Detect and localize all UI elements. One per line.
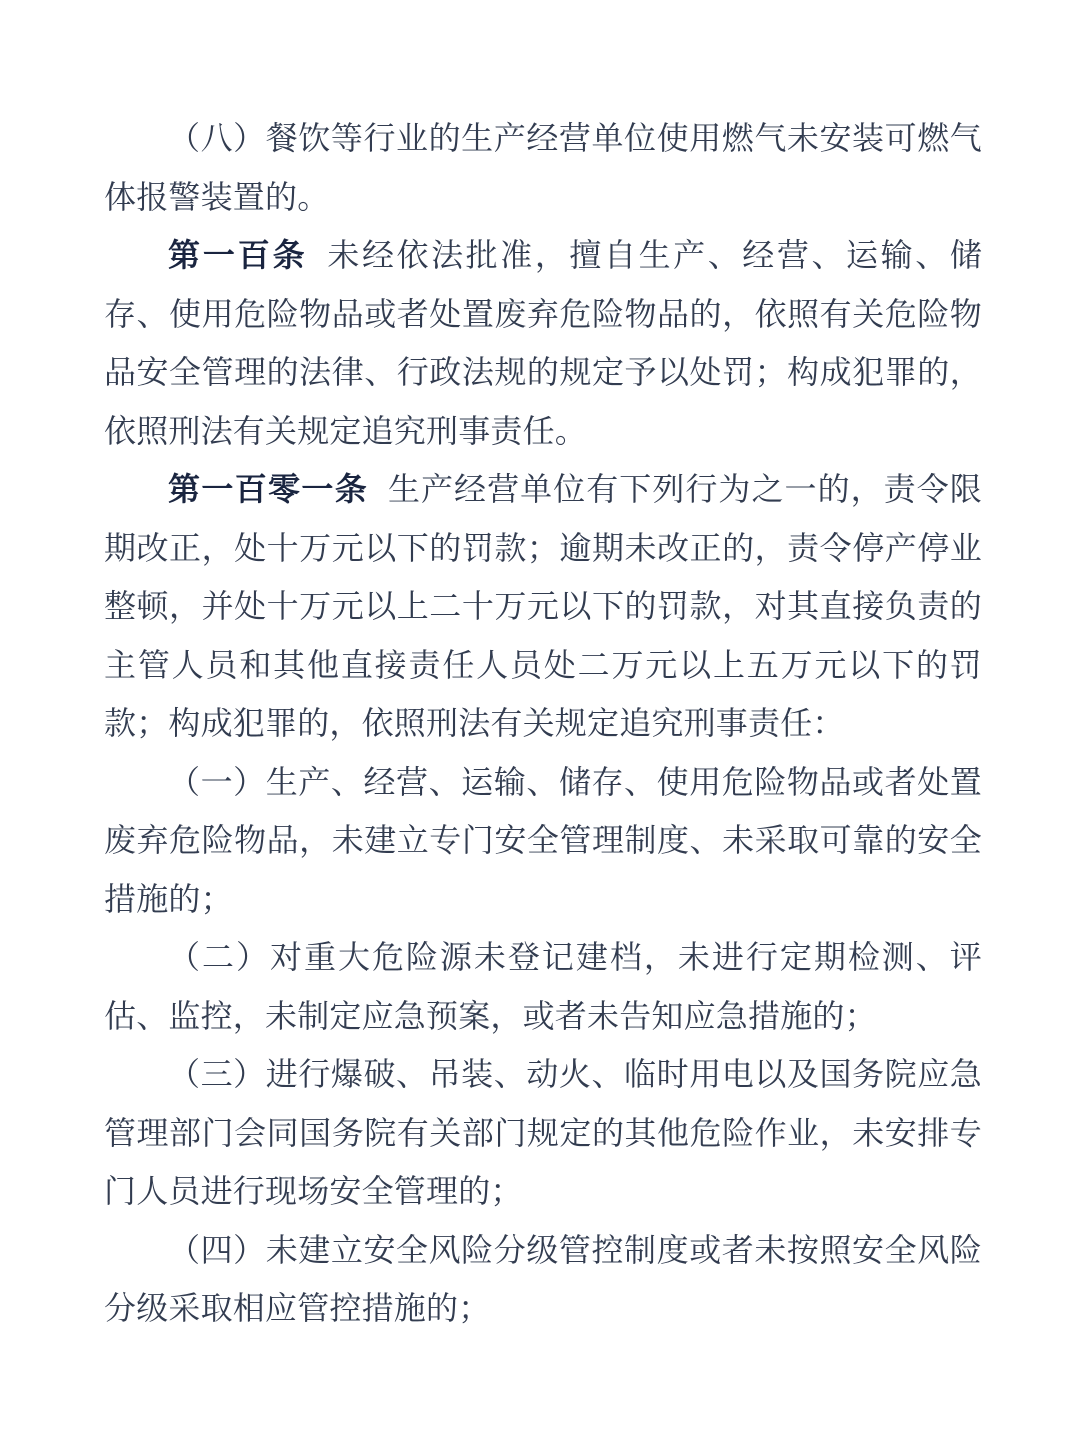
paragraph-item-8 (104, 109, 982, 226)
paragraph-article-101 (104, 460, 982, 753)
paragraph-item-2 (104, 928, 982, 1045)
paragraph-text: 未经依法批准，擅自生产、经营、运输、储存、使用危险物品或者处置废弃危险物品的，依照有关危险物品安全管理的法律、行政法规的规定予以处罚；构成犯罪的，依照刑法有关规定追究刑事责任。 (104, 237, 982, 449)
article-number: 第一百条 (168, 237, 308, 273)
paragraph-text: （三）进行爆破、吊装、动火、临时用电以及国务院应急管理部门会同国务院有关部门规定的其他危险作业，未安排专门人员进行现场安全管理的； (104, 1056, 982, 1209)
paragraph-item-4 (104, 1221, 982, 1338)
legal-text-body (104, 109, 982, 1338)
paragraph-text: （八）餐饮等行业的生产经营单位使用燃气未安装可燃气体报警装置的。 (104, 120, 982, 215)
paragraph-text: （二）对重大危险源未登记建档，未进行定期检测、评估、监控，未制定应急预案，或者未告知应急措施的； (104, 939, 982, 1034)
paragraph-article-100 (104, 226, 982, 460)
paragraph-text: （一）生产、经营、运输、储存、使用危险物品或者处置废弃危险物品，未建立专门安全管理制度、未采取可靠的安全措施的； (104, 763, 982, 917)
paragraph-item-3 (104, 1045, 982, 1221)
paragraph-text: 生产经营单位有下列行为之一的，责令限期改正，处十万元以下的罚款；逾期未改正的，责令停产停业整顿，并处十万元以上二十万元以下的罚款，对其直接负责的主管人员和其他直接责任人员处二万元以上五万元以下的罚款；构成犯罪的，依照刑法有关规定追究刑事责任： (104, 471, 982, 741)
paragraph-item-1 (104, 753, 982, 929)
article-number: 第一百零一条 (168, 471, 369, 507)
paragraph-text: （四）未建立安全风险分级管控制度或者未按照安全风险分级采取相应管控措施的； (104, 1231, 982, 1326)
